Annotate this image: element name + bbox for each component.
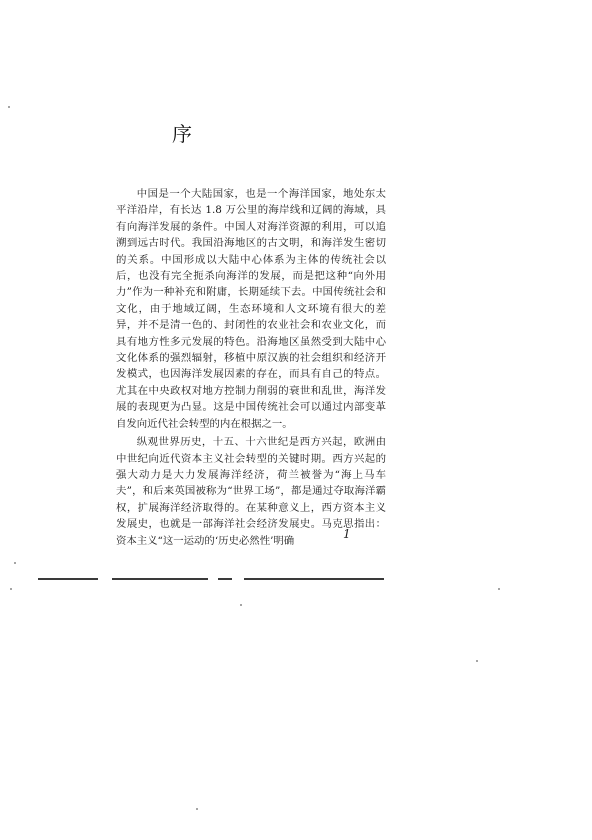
scan-speck (14, 562, 16, 564)
scan-line (244, 578, 384, 580)
scan-line (218, 578, 232, 580)
scan-speck (8, 106, 10, 108)
body-text (116, 186, 386, 551)
page-number: 1 (343, 527, 351, 541)
page-title: 序 (172, 122, 194, 146)
scan-speck (196, 808, 198, 810)
scan-line (38, 578, 98, 580)
scan-speck (240, 604, 242, 606)
scan-line (112, 578, 208, 580)
scan-speck (498, 588, 500, 590)
paragraph: 纵观世界历史，十五、十六世纪是西方兴起，欧洲由中世纪向近代资本主义社会转型的关键时期。西方兴起的强大动力是大力发展海洋经济，荷兰被誉为“海上马车夫”，和后来英国被称为“世界工场”，都是通过夺取海洋霸权，扩展海洋经济取得的。在某种意义上，西方资本主义发展史，也就是一部海洋社会经济发展史。马克思指出：资本主义“这一运动的‘历史必然性’明确 (116, 436, 386, 547)
scan-speck (476, 660, 478, 662)
paragraph: 中国是一个大陆国家，也是一个海洋国家，地处东太平洋沿岸，有长达 1.8 万公里的海岸线和辽阔的海域，具有向海洋发展的条件。中国人对海洋资源的利用，可以追溯到远古时代。我国沿海地区的古文明，和海洋发生密切的关系。中国形成以大陆中心体系为主体的传统社会以后，也没有完全扼杀向海洋的发展，而是把这种“向外用力”作为一种补充和附庸，长期延续下去。中国传统社会和文化，由于地域辽阔，生态环境和人文环境有很大的差异，并不是清一色的、封闭性的农业社会和农业文化，而具有地方性多元发展的特色。沿海地区虽然受到大陆中心文化体系的强烈辐射，移植中原汉族的社会组织和经济开发模式，也因海洋发展因素的存在，而具有自己的特点。尤其在中央政权对地方控制力削弱的衰世和乱世，海洋发展的表现更为凸显。这是中国传统社会可以通过内部变革自发向近代社会转型的内在根据之一。 (116, 188, 386, 430)
scan-speck (10, 588, 12, 590)
